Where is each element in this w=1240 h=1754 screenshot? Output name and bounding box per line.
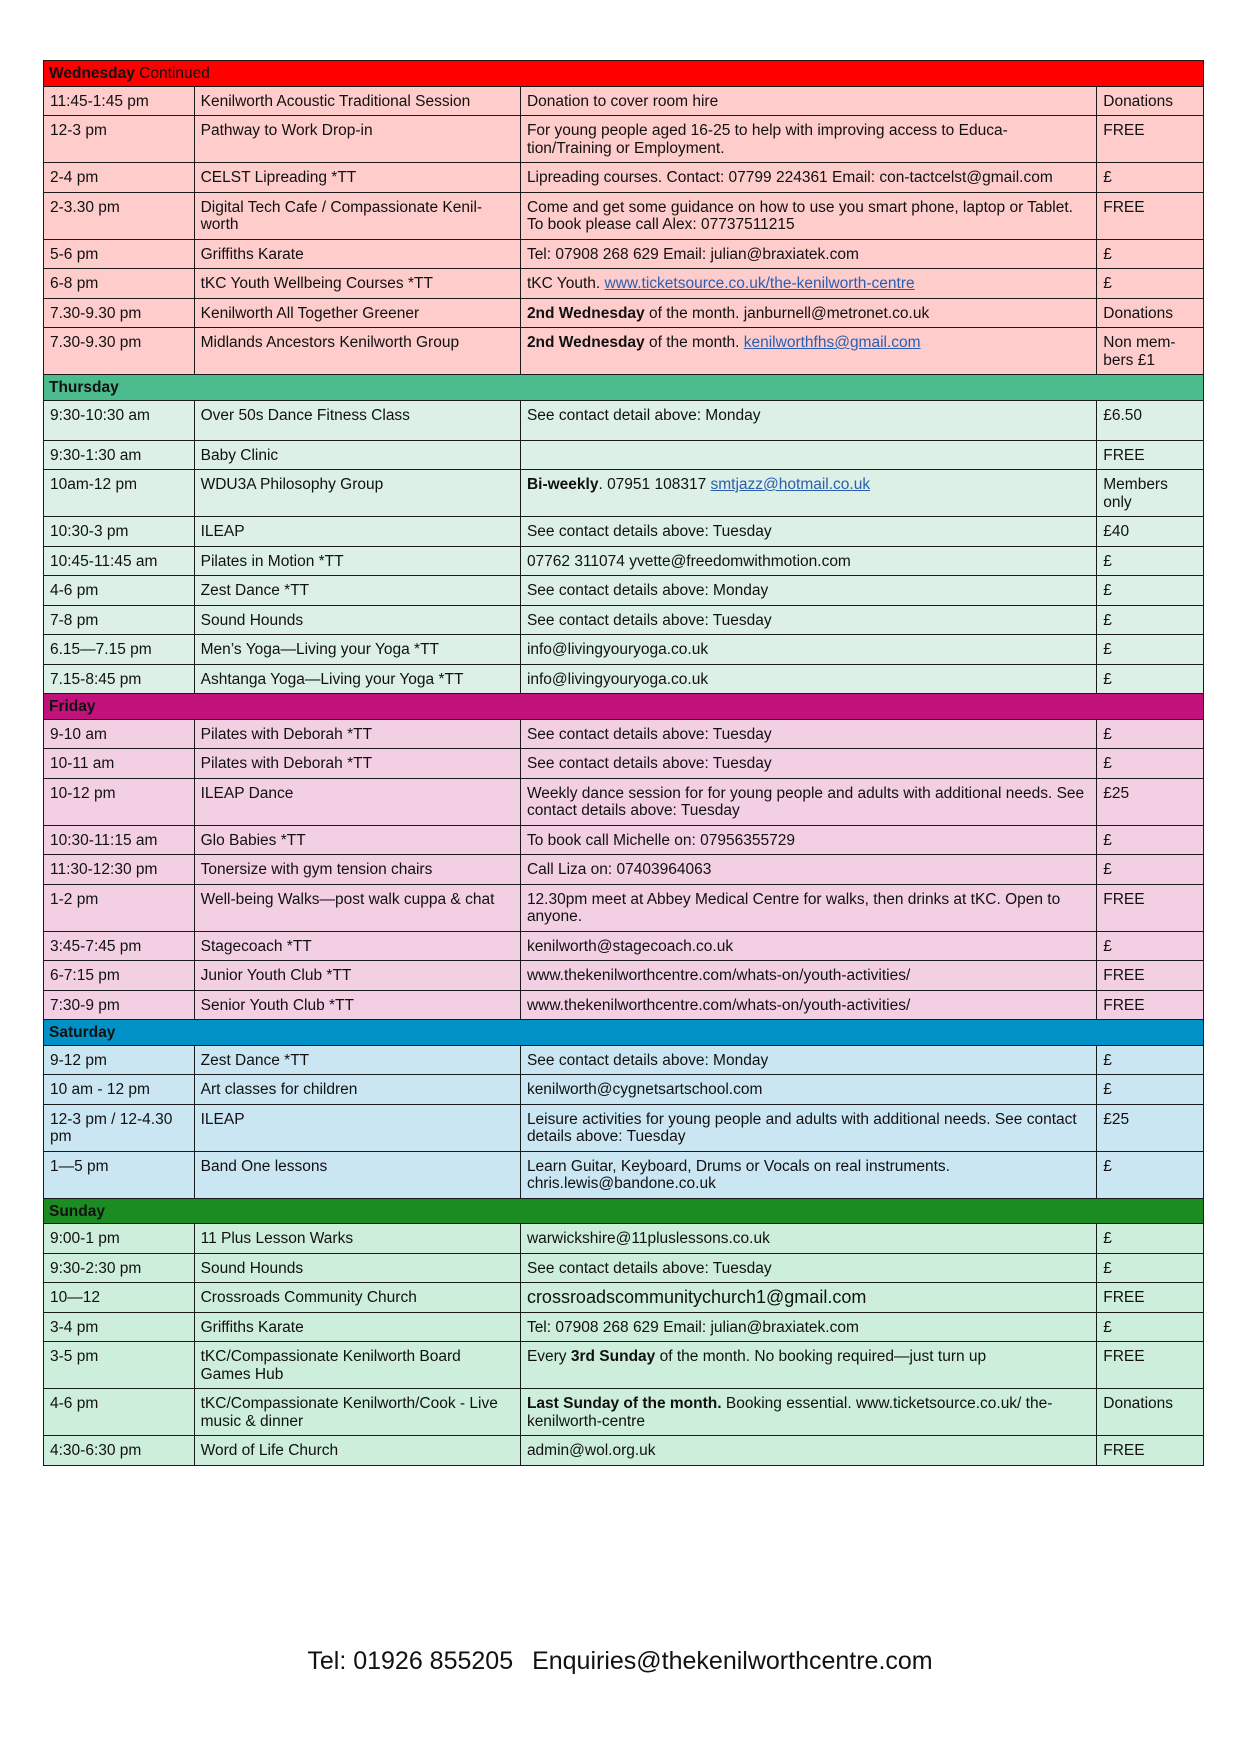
activity-cell: Over 50s Dance Fitness Class — [194, 400, 520, 440]
price-cell: £ — [1097, 825, 1204, 855]
details-cell — [520, 719, 1096, 749]
details-cell — [520, 298, 1096, 328]
details-text: Donation to cover room hire — [526, 92, 719, 110]
details-text: To book call Michelle on: 07956355729 — [526, 831, 795, 849]
table-row — [44, 664, 1204, 694]
details-text: of the month. No booking required—just turn up — [655, 1348, 987, 1365]
activity-cell: Stagecoach *TT — [194, 931, 520, 961]
details-cell — [520, 990, 1096, 1020]
day-name: Thursday — [49, 379, 119, 396]
day-header-cell — [44, 1020, 1204, 1046]
details-text: See contact details above: Tuesday — [526, 1259, 772, 1277]
activity-cell: Senior Youth Club *TT — [194, 990, 520, 1020]
details-link[interactable]: kenilworthfhs@gmail.com — [743, 334, 921, 351]
activity-cell: ILEAP — [194, 517, 520, 547]
details-text: www.thekenilworthcentre.com/whats-on/youth-activities/ — [526, 996, 911, 1014]
details-text: 12.30pm meet at Abbey Medical Centre for walks, then drinks at tKC. Open to anyone. — [526, 890, 1061, 925]
price-cell: £25 — [1097, 778, 1204, 825]
price-cell: £ — [1097, 163, 1204, 193]
details-text: Every — [526, 1348, 571, 1365]
time-cell: 3-4 pm — [44, 1312, 195, 1342]
details-text: Booking essential. www.ticketsource.co.uk/ the-kenilworth-centre — [526, 1395, 1053, 1430]
details-cell — [520, 605, 1096, 635]
table-row — [44, 546, 1204, 576]
time-cell: 9:30-2:30 pm — [44, 1253, 195, 1283]
price-cell: £6.50 — [1097, 400, 1204, 440]
details-text: tKC Youth. — [526, 275, 605, 292]
table-row — [44, 778, 1204, 825]
schedule-table — [43, 60, 1204, 1466]
time-cell: 9:30-10:30 am — [44, 400, 195, 440]
time-cell: 5-6 pm — [44, 239, 195, 269]
details-cell — [520, 1045, 1096, 1075]
details-cell — [520, 576, 1096, 606]
activity-cell: Sound Hounds — [194, 605, 520, 635]
details-text: See contact details above: Tuesday — [526, 755, 772, 772]
details-cell — [520, 192, 1096, 239]
table-row — [44, 116, 1204, 163]
details-cell — [520, 1151, 1096, 1198]
time-cell: 1—5 pm — [44, 1151, 195, 1198]
table-row — [44, 825, 1204, 855]
details-text: . 07951 108317 — [598, 476, 711, 493]
price-cell: FREE — [1097, 1342, 1204, 1389]
activity-cell: Tonersize with gym tension chairs — [194, 855, 520, 885]
table-row — [44, 1342, 1204, 1389]
details-cell — [520, 1104, 1096, 1151]
time-cell: 10:45-11:45 am — [44, 546, 195, 576]
price-cell: £ — [1097, 1151, 1204, 1198]
table-row — [44, 1075, 1204, 1105]
table-row — [44, 884, 1204, 931]
table-row — [44, 1436, 1204, 1466]
time-cell: 10-12 pm — [44, 778, 195, 825]
price-cell: £ — [1097, 1224, 1204, 1254]
details-emphasis: Last Sunday of the month. — [526, 1395, 722, 1412]
activity-cell: WDU3A Philosophy Group — [194, 470, 520, 517]
activity-cell: Well-being Walks—post walk cuppa & chat — [194, 884, 520, 931]
footer-email[interactable]: Enquiries@thekenilworthcentre.com — [532, 1647, 933, 1675]
price-cell: £ — [1097, 1253, 1204, 1283]
time-cell: 7.15-8:45 pm — [44, 664, 195, 694]
details-cell — [520, 269, 1096, 299]
time-cell: 1-2 pm — [44, 884, 195, 931]
time-cell: 10—12 — [44, 1283, 195, 1313]
details-text: Leisure activities for young people and adults with additional needs. See contact details above: Tuesday — [526, 1110, 1077, 1145]
details-cell — [520, 884, 1096, 931]
table-row — [44, 1104, 1204, 1151]
details-emphasis: 2nd Wednesday — [526, 334, 645, 351]
details-cell — [520, 1253, 1096, 1283]
time-cell: 6-8 pm — [44, 269, 195, 299]
time-cell: 6-7:15 pm — [44, 961, 195, 991]
details-text: info@livingyouryoga.co.uk — [526, 641, 709, 658]
table-row — [44, 470, 1204, 517]
day-suffix: Continued — [134, 65, 210, 82]
details-cell — [520, 1075, 1096, 1105]
price-cell: FREE — [1097, 116, 1204, 163]
price-cell: £ — [1097, 664, 1204, 694]
price-cell: £40 — [1097, 517, 1204, 547]
price-cell: £ — [1097, 1045, 1204, 1075]
table-row — [44, 163, 1204, 193]
activity-cell: Art classes for children — [194, 1075, 520, 1105]
activity-cell: CELST Lipreading *TT — [194, 163, 520, 193]
price-cell: Non mem-bers £1 — [1097, 328, 1204, 375]
table-row — [44, 1151, 1204, 1198]
day-name: Wednesday — [49, 65, 135, 82]
activity-cell: 11 Plus Lesson Warks — [194, 1224, 520, 1254]
details-link[interactable]: smtjazz@hotmail.co.uk — [710, 476, 871, 493]
day-header-cell — [44, 375, 1204, 401]
details-cell — [520, 546, 1096, 576]
details-cell — [520, 778, 1096, 825]
activity-cell: Ashtanga Yoga—Living your Yoga *TT — [194, 664, 520, 694]
details-emphasis: 3rd Sunday — [570, 1348, 656, 1365]
price-cell: £ — [1097, 269, 1204, 299]
table-row — [44, 931, 1204, 961]
activity-cell: ILEAP — [194, 1104, 520, 1151]
time-cell: 2-3.30 pm — [44, 192, 195, 239]
activity-cell: Pathway to Work Drop-in — [194, 116, 520, 163]
details-cell — [520, 328, 1096, 375]
day-name: Friday — [49, 698, 96, 715]
table-row — [44, 1045, 1204, 1075]
table-row — [44, 1389, 1204, 1436]
details-text: of the month. — [644, 334, 744, 351]
price-cell: FREE — [1097, 990, 1204, 1020]
details-cell — [520, 855, 1096, 885]
day-name: Saturday — [49, 1024, 116, 1041]
price-cell: £ — [1097, 855, 1204, 885]
time-cell: 6.15—7.15 pm — [44, 635, 195, 665]
table-row — [44, 719, 1204, 749]
details-text: of the month. janburnell@metronet.co.uk — [644, 304, 930, 322]
day-header-wednesday — [44, 61, 1204, 87]
details-cell — [520, 116, 1096, 163]
details-text: Lipreading courses. Contact: 07799 224361 Email: con-tactcelst@gmail.com — [526, 169, 1053, 186]
time-cell: 7.30-9.30 pm — [44, 328, 195, 375]
details-emphasis: Bi-weekly — [526, 476, 599, 493]
time-cell: 7.30-9.30 pm — [44, 298, 195, 328]
time-cell: 7:30-9 pm — [44, 990, 195, 1020]
time-cell: 10am-12 pm — [44, 470, 195, 517]
price-cell: £ — [1097, 635, 1204, 665]
table-row — [44, 990, 1204, 1020]
activity-cell: Griffiths Karate — [194, 1312, 520, 1342]
details-cell — [520, 1224, 1096, 1254]
details-emphasis: 2nd Wednesday — [526, 304, 645, 322]
details-cell — [520, 239, 1096, 269]
details-cell — [520, 931, 1096, 961]
details-text: Learn Guitar, Keyboard, Drums or Vocals on real instruments. chris.lewis@bandone.co.uk — [526, 1157, 950, 1192]
time-cell: 2-4 pm — [44, 163, 195, 193]
activity-cell: Baby Clinic — [194, 440, 520, 470]
table-row — [44, 605, 1204, 635]
details-cell — [520, 163, 1096, 193]
table-row — [44, 1283, 1204, 1313]
price-cell: FREE — [1097, 884, 1204, 931]
activity-cell: tKC/Compassionate Kenilworth Board Games Hub — [194, 1342, 520, 1389]
price-cell: £ — [1097, 546, 1204, 576]
table-row — [44, 86, 1204, 116]
details-text: Weekly dance session for for young people and adults with additional needs. See contact details above: Tuesday — [526, 784, 1085, 819]
activity-cell: Pilates in Motion *TT — [194, 546, 520, 576]
details-text: www.thekenilworthcentre.com/whats-on/youth-activities/ — [526, 967, 911, 984]
details-cell — [520, 1283, 1096, 1313]
price-cell: Donations — [1097, 298, 1204, 328]
time-cell: 10-11 am — [44, 749, 195, 779]
activity-cell: Glo Babies *TT — [194, 825, 520, 855]
details-cell — [520, 517, 1096, 547]
details-text: See contact details above: Monday — [526, 582, 769, 599]
details-cell — [520, 1389, 1096, 1436]
details-cell — [520, 749, 1096, 779]
details-link[interactable]: www.ticketsource.co.uk/the-kenilworth-centre — [604, 275, 915, 292]
details-cell — [520, 86, 1096, 116]
day-header-saturday — [44, 1020, 1204, 1046]
details-text: For young people aged 16-25 to help with improving access to Educa-tion/Training or Employment. — [526, 122, 1008, 157]
details-text: admin@wol.org.uk — [526, 1442, 656, 1459]
price-cell: FREE — [1097, 192, 1204, 239]
time-cell: 3-5 pm — [44, 1342, 195, 1389]
table-row — [44, 239, 1204, 269]
time-cell: 9-12 pm — [44, 1045, 195, 1075]
details-text: See contact details above: Tuesday — [526, 725, 772, 743]
activity-cell: Sound Hounds — [194, 1253, 520, 1283]
time-cell: 4-6 pm — [44, 576, 195, 606]
activity-cell: Word of Life Church — [194, 1436, 520, 1466]
details-cell — [520, 1342, 1096, 1389]
time-cell: 11:45-1:45 pm — [44, 86, 195, 116]
details-text: warwickshire@11pluslessons.co.uk — [526, 1230, 770, 1247]
details-cell — [520, 825, 1096, 855]
price-cell: £ — [1097, 749, 1204, 779]
price-cell: Members only — [1097, 470, 1204, 517]
day-name: Sunday — [49, 1202, 105, 1220]
table-row — [44, 298, 1204, 328]
price-cell: £ — [1097, 239, 1204, 269]
time-cell: 7-8 pm — [44, 605, 195, 635]
activity-cell: Kenilworth All Together Greener — [194, 298, 520, 328]
details-text: Tel: 07908 268 629 Email: julian@braxiatek.com — [526, 245, 859, 263]
details-text: kenilworth@stagecoach.co.uk — [526, 937, 734, 955]
activity-cell: Pilates with Deborah *TT — [194, 719, 520, 749]
day-header-cell — [44, 694, 1204, 720]
details-text: Call Liza on: 07403964063 — [526, 861, 712, 878]
day-header-thursday — [44, 375, 1204, 401]
price-cell: £ — [1097, 605, 1204, 635]
table-row — [44, 328, 1204, 375]
activity-cell: Zest Dance *TT — [194, 1045, 520, 1075]
details-cell — [520, 440, 1096, 470]
activity-cell: Pilates with Deborah *TT — [194, 749, 520, 779]
activity-cell: Crossroads Community Church — [194, 1283, 520, 1313]
table-row — [44, 1224, 1204, 1254]
details-text: info@livingyouryoga.co.uk — [526, 670, 709, 688]
table-row — [44, 269, 1204, 299]
footer-telephone: Tel: 01926 855205 — [307, 1647, 514, 1675]
day-header-cell — [44, 1198, 1204, 1224]
time-cell: 11:30-12:30 pm — [44, 855, 195, 885]
table-row — [44, 400, 1204, 440]
time-cell: 12-3 pm / 12-4.30 pm — [44, 1104, 195, 1151]
time-cell: 3:45-7:45 pm — [44, 931, 195, 961]
details-cell — [520, 1436, 1096, 1466]
table-row — [44, 961, 1204, 991]
details-cell — [520, 635, 1096, 665]
details-cell — [520, 470, 1096, 517]
table-row — [44, 517, 1204, 547]
time-cell: 12-3 pm — [44, 116, 195, 163]
table-row — [44, 1253, 1204, 1283]
table-row — [44, 855, 1204, 885]
table-row — [44, 635, 1204, 665]
contact-footer — [0, 1646, 1240, 1676]
day-header-sunday — [44, 1198, 1204, 1224]
table-row — [44, 749, 1204, 779]
activity-cell: Digital Tech Cafe / Compassionate Kenil-worth — [194, 192, 520, 239]
time-cell: 9:00-1 pm — [44, 1224, 195, 1254]
table-row — [44, 576, 1204, 606]
activity-cell: tKC/Compassionate Kenilworth/Cook - Live music & dinner — [194, 1389, 520, 1436]
details-cell — [520, 664, 1096, 694]
details-cell — [520, 1312, 1096, 1342]
time-cell: 9:30-1:30 am — [44, 440, 195, 470]
details-text: crossroadscommunitychurch1@gmail.com — [526, 1287, 867, 1307]
time-cell: 10 am - 12 pm — [44, 1075, 195, 1105]
schedule-body — [44, 61, 1204, 1466]
details-text: See contact details above: Tuesday — [526, 611, 772, 629]
activity-cell: Midlands Ancestors Kenilworth Group — [194, 328, 520, 375]
price-cell: FREE — [1097, 440, 1204, 470]
price-cell: £ — [1097, 931, 1204, 961]
time-cell: 10:30-11:15 am — [44, 825, 195, 855]
price-cell: £25 — [1097, 1104, 1204, 1151]
price-cell: FREE — [1097, 1436, 1204, 1466]
details-text: kenilworth@cygnetsartschool.com — [526, 1081, 763, 1098]
activity-cell: tKC Youth Wellbeing Courses *TT — [194, 269, 520, 299]
details-text: Come and get some guidance on how to use you smart phone, laptop or Tablet. To book please call Alex: 07737511215 — [526, 198, 1073, 233]
price-cell: Donations — [1097, 1389, 1204, 1436]
activity-cell: Griffiths Karate — [194, 239, 520, 269]
time-cell: 4:30-6:30 pm — [44, 1436, 195, 1466]
details-text: See contact details above: Monday — [526, 1051, 769, 1069]
price-cell: FREE — [1097, 1283, 1204, 1313]
day-header-friday — [44, 694, 1204, 720]
table-row — [44, 440, 1204, 470]
activity-cell: Kenilworth Acoustic Traditional Session — [194, 86, 520, 116]
price-cell: £ — [1097, 1312, 1204, 1342]
table-row — [44, 1312, 1204, 1342]
time-cell: 9-10 am — [44, 719, 195, 749]
price-cell: £ — [1097, 1075, 1204, 1105]
activity-cell: Zest Dance *TT — [194, 576, 520, 606]
details-cell — [520, 961, 1096, 991]
activity-cell: Band One lessons — [194, 1151, 520, 1198]
details-text: See contact detail above: Monday — [526, 406, 761, 424]
price-cell: £ — [1097, 576, 1204, 606]
price-cell: £ — [1097, 719, 1204, 749]
details-cell — [520, 400, 1096, 440]
time-cell: 10:30-3 pm — [44, 517, 195, 547]
activity-cell: Junior Youth Club *TT — [194, 961, 520, 991]
activity-cell: Men’s Yoga—Living your Yoga *TT — [194, 635, 520, 665]
price-cell: Donations — [1097, 86, 1204, 116]
price-cell: FREE — [1097, 961, 1204, 991]
details-text: Tel: 07908 268 629 Email: julian@braxiatek.com — [526, 1318, 859, 1336]
time-cell: 4-6 pm — [44, 1389, 195, 1436]
details-text: 07762 311074 yvette@freedomwithmotion.com — [526, 552, 851, 570]
day-header-cell — [44, 61, 1204, 87]
activity-cell: ILEAP Dance — [194, 778, 520, 825]
table-row — [44, 192, 1204, 239]
details-text: See contact details above: Tuesday — [526, 523, 772, 540]
